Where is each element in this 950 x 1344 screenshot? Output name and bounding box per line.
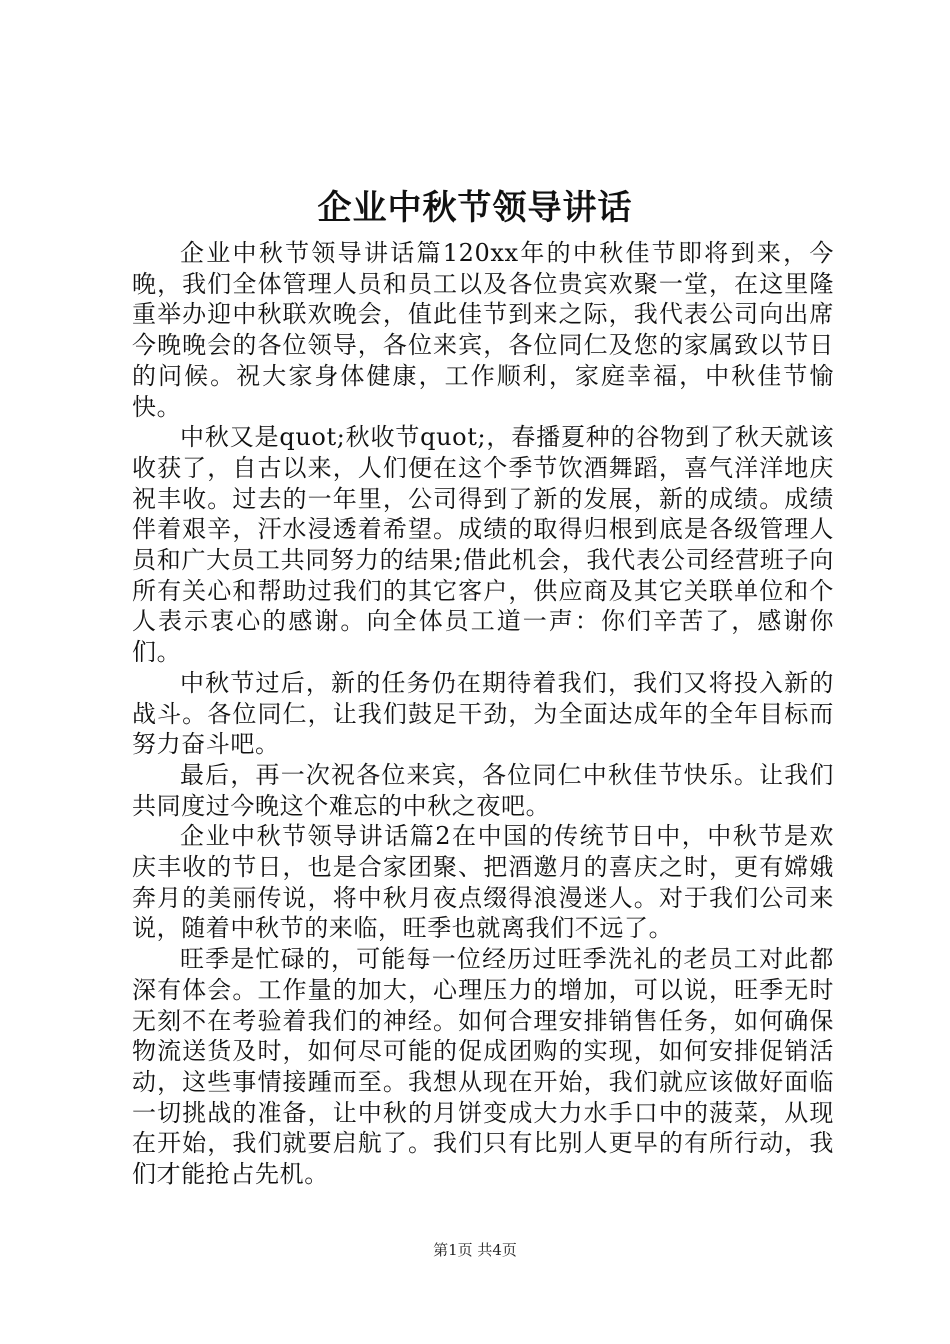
paragraph: 最后，再一次祝各位来宾，各位同仁中秋佳节快乐。让我们共同度过今晚这个难忘的中秋之夜吧。 — [132, 760, 834, 820]
document-title: 企业中秋节领导讲话 — [317, 188, 633, 228]
paragraph: 企业中秋节领导讲话篇120xx年的中秋佳节即将到来，今晚，我们全体管理人员和员工以及各位贵宾欢聚一堂，在这里隆重举办迎中秋联欢晚会，值此佳节到来之际，我代表公司向出席今晚晚会的各位领导，各位来宾，各位同仁及您的家属致以节日的问候。祝大家身体健康，工作顺利，家庭幸福，中秋佳节愉快。 — [132, 239, 834, 421]
page-number-footer: 第1页 共4页 — [433, 1241, 517, 1259]
document-body — [132, 238, 834, 1190]
paragraph: 旺季是忙碌的，可能每一位经历过旺季洗礼的老员工对此都深有体会。工作量的加大，心理压力的增加，可以说，旺季无时无刻不在考验着我们的神经。如何合理安排销售任务，如何确保物流送货及时，如何尽可能的促成团购的实现，如何安排促销活动，这些事情接踵而至。我想从现在开始，我们就应该做好面临一切挑战的准备，让中秋的月饼变成大力水手口中的菠菜，从现在开始，我们就要启航了。我们只有比别人更早的有所行动，我们才能抢占先机。 — [132, 945, 834, 1189]
paragraph: 中秋又是quot;秋收节quot;，春播夏种的谷物到了秋天就该收获了，自古以来，人们便在这个季节饮酒舞蹈，喜气洋洋地庆祝丰收。过去的一年里，公司得到了新的发展，新的成绩。成绩伴着艰辛，汗水浸透着希望。成绩的取得归根到底是各级管理人员和广大员工共同努力的结果;借此机会，我代表公司经营班子向所有关心和帮助过我们的其它客户，供应商及其它关联单位和个人表示衷心的感谢。向全体员工道一声：你们辛苦了，感谢你们。 — [132, 423, 834, 667]
paragraph: 中秋节过后，新的任务仍在期待着我们，我们又将投入新的战斗。各位同仁，让我们鼓足干劲，为全面达成年的全年目标而努力奋斗吧。 — [132, 668, 834, 759]
paragraph: 企业中秋节领导讲话篇2在中国的传统节日中，中秋节是欢庆丰收的节日，也是合家团聚、把酒邀月的喜庆之时，更有嫦娥奔月的美丽传说，将中秋月夜点缀得浪漫迷人。对于我们公司来说，随着中秋节的来临，旺季也就离我们不远了。 — [132, 822, 834, 943]
